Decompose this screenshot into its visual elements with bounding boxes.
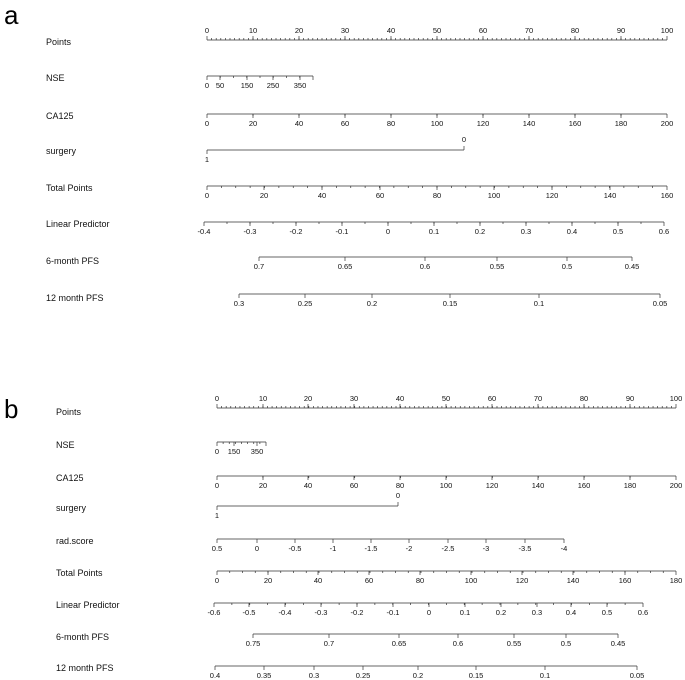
tick-label: 100 bbox=[464, 576, 478, 585]
tick-label: 80 bbox=[570, 26, 580, 35]
tick-label: 0.55 bbox=[506, 639, 522, 648]
row-label: Total Points bbox=[46, 183, 93, 193]
tick-label: 80 bbox=[579, 394, 589, 403]
row-label: 12 month PFS bbox=[56, 663, 114, 673]
tick-label: 0.7 bbox=[253, 262, 265, 271]
panel-letter: a bbox=[4, 0, 19, 30]
row-surgery bbox=[46, 135, 466, 164]
tick-label: -0.4 bbox=[278, 608, 292, 617]
tick-label: 0.2 bbox=[495, 608, 507, 617]
tick-label: 0.15 bbox=[442, 299, 458, 308]
tick-label: 0.7 bbox=[323, 639, 335, 648]
tick-label: 160 bbox=[660, 191, 674, 200]
tick-label: 0.2 bbox=[474, 227, 486, 236]
tick-label: 80 bbox=[395, 481, 405, 490]
tick-label: 20 bbox=[303, 394, 313, 403]
tick-label: 30 bbox=[340, 26, 350, 35]
tick-label: 30 bbox=[349, 394, 359, 403]
row-points bbox=[46, 26, 673, 47]
tick-label: 60 bbox=[487, 394, 497, 403]
row-label: surgery bbox=[56, 503, 87, 513]
tick-label: 0.75 bbox=[245, 639, 261, 648]
tick-label: 20 bbox=[258, 481, 268, 490]
tick-label: 0 bbox=[204, 119, 210, 128]
tick-label: 60 bbox=[478, 26, 488, 35]
tick-label: -1.5 bbox=[364, 544, 378, 553]
tick-label: 0.5 bbox=[612, 227, 624, 236]
tick-label: 0.5 bbox=[560, 639, 572, 648]
tick-label: -0.1 bbox=[335, 227, 349, 236]
tick-label: 250 bbox=[266, 81, 280, 90]
tick-label: 0.4 bbox=[566, 227, 578, 236]
tick-label: 180 bbox=[623, 481, 637, 490]
tick-label: 0 bbox=[385, 227, 391, 236]
tick-label: 20 bbox=[259, 191, 269, 200]
tick-label: -0.1 bbox=[386, 608, 400, 617]
tick-label: -1 bbox=[329, 544, 337, 553]
row-label: 6-month PFS bbox=[46, 256, 100, 266]
tick-label: 0 bbox=[214, 576, 220, 585]
tick-label: 60 bbox=[340, 119, 350, 128]
tick-label: 0.5 bbox=[561, 262, 573, 271]
tick-label: -0.4 bbox=[197, 227, 211, 236]
row-label: Linear Predictor bbox=[46, 219, 110, 229]
tick-label: 160 bbox=[568, 119, 582, 128]
tick-label: 0.05 bbox=[652, 299, 668, 308]
tick-label: -0.3 bbox=[314, 608, 328, 617]
tick-label: 0.25 bbox=[297, 299, 313, 308]
row-linear-predictor bbox=[56, 600, 648, 617]
tick-label: 0.55 bbox=[489, 262, 505, 271]
tick-label: 10 bbox=[258, 394, 268, 403]
tick-label: -4 bbox=[560, 544, 568, 553]
tick-label: 100 bbox=[430, 119, 444, 128]
tick-label: 160 bbox=[618, 576, 632, 585]
tick-label: 0.65 bbox=[337, 262, 353, 271]
tick-label: 0 bbox=[204, 81, 210, 90]
tick-label: 150 bbox=[240, 81, 254, 90]
row-6-month-pfs bbox=[46, 256, 639, 271]
tick-label: -3 bbox=[482, 544, 490, 553]
tick-label: 0 bbox=[254, 544, 260, 553]
tick-label: 20 bbox=[248, 119, 258, 128]
tick-label: 0.3 bbox=[520, 227, 532, 236]
tick-label: 20 bbox=[263, 576, 273, 585]
tick-label: 0.4 bbox=[209, 671, 221, 680]
tick-label: 160 bbox=[577, 481, 591, 490]
tick-label: 50 bbox=[441, 394, 451, 403]
tick-label: 140 bbox=[522, 119, 536, 128]
row-12-month-pfs bbox=[46, 293, 667, 308]
tick-label: 180 bbox=[614, 119, 628, 128]
tick-label: 0.6 bbox=[637, 608, 649, 617]
row-label: rad.score bbox=[56, 536, 94, 546]
tick-label: -0.5 bbox=[288, 544, 302, 553]
tick-label: 0 bbox=[204, 191, 210, 200]
row-nse bbox=[46, 73, 313, 90]
tick-label: 0 bbox=[214, 481, 220, 490]
tick-label: 0 bbox=[395, 491, 401, 500]
tick-label: 350 bbox=[250, 447, 264, 456]
row-label: Points bbox=[46, 37, 72, 47]
tick-label: 200 bbox=[669, 481, 683, 490]
tick-label: 350 bbox=[293, 81, 307, 90]
tick-label: -0.2 bbox=[350, 608, 364, 617]
row-points bbox=[56, 394, 682, 417]
row-ca125 bbox=[56, 473, 682, 490]
row-rad-score bbox=[56, 536, 567, 553]
tick-label: 100 bbox=[669, 394, 683, 403]
tick-label: 0 bbox=[214, 394, 220, 403]
tick-label: -2.5 bbox=[441, 544, 455, 553]
tick-label: 80 bbox=[386, 119, 396, 128]
row-label: 12 month PFS bbox=[46, 293, 104, 303]
tick-label: 70 bbox=[533, 394, 543, 403]
tick-label: 0.15 bbox=[468, 671, 484, 680]
tick-label: 0.5 bbox=[601, 608, 613, 617]
tick-label: 50 bbox=[215, 81, 225, 90]
tick-label: 60 bbox=[349, 481, 359, 490]
tick-label: 140 bbox=[603, 191, 617, 200]
tick-label: 1 bbox=[214, 511, 220, 520]
row-total-points bbox=[46, 183, 673, 200]
tick-label: 0 bbox=[426, 608, 432, 617]
row-label: NSE bbox=[46, 73, 65, 83]
tick-label: 200 bbox=[660, 119, 674, 128]
tick-label: 0.45 bbox=[624, 262, 640, 271]
row-label: Linear Predictor bbox=[56, 600, 120, 610]
tick-label: 40 bbox=[294, 119, 304, 128]
row-total-points bbox=[56, 568, 682, 585]
tick-label: 150 bbox=[227, 447, 241, 456]
tick-label: 0 bbox=[461, 135, 467, 144]
tick-label: 0.6 bbox=[452, 639, 464, 648]
tick-label: 120 bbox=[476, 119, 490, 128]
row-linear-predictor bbox=[46, 219, 669, 236]
tick-label: 40 bbox=[317, 191, 327, 200]
tick-label: 60 bbox=[375, 191, 385, 200]
tick-label: 0.1 bbox=[533, 299, 545, 308]
tick-label: 0.65 bbox=[391, 639, 407, 648]
tick-label: 0.05 bbox=[629, 671, 645, 680]
tick-label: -0.5 bbox=[242, 608, 256, 617]
tick-label: 0.3 bbox=[233, 299, 245, 308]
tick-label: -0.6 bbox=[207, 608, 221, 617]
tick-label: 90 bbox=[625, 394, 635, 403]
tick-label: 0.3 bbox=[531, 608, 543, 617]
tick-label: -2 bbox=[405, 544, 413, 553]
tick-label: 140 bbox=[566, 576, 580, 585]
tick-label: -0.3 bbox=[243, 227, 257, 236]
row-label: 6-month PFS bbox=[56, 632, 110, 642]
tick-label: 120 bbox=[485, 481, 499, 490]
tick-label: 0.35 bbox=[256, 671, 272, 680]
panel-letter: b bbox=[4, 394, 19, 424]
row-label: surgery bbox=[46, 146, 77, 156]
tick-label: 0.1 bbox=[428, 227, 440, 236]
tick-label: 20 bbox=[294, 26, 304, 35]
row-label: CA125 bbox=[46, 111, 74, 121]
tick-label: 0.3 bbox=[308, 671, 320, 680]
row-label: Points bbox=[56, 407, 82, 417]
tick-label: 80 bbox=[432, 191, 442, 200]
tick-label: 90 bbox=[616, 26, 626, 35]
tick-label: 120 bbox=[515, 576, 529, 585]
tick-label: 0.6 bbox=[419, 262, 431, 271]
panel-a bbox=[4, 0, 673, 308]
row-nse bbox=[56, 440, 266, 456]
row-label: CA125 bbox=[56, 473, 84, 483]
tick-label: 70 bbox=[524, 26, 534, 35]
tick-label: 120 bbox=[545, 191, 559, 200]
row-label: NSE bbox=[56, 440, 75, 450]
tick-label: -3.5 bbox=[518, 544, 532, 553]
tick-label: 180 bbox=[669, 576, 683, 585]
tick-label: 0.2 bbox=[412, 671, 424, 680]
tick-label: -0.2 bbox=[289, 227, 303, 236]
tick-label: 0.25 bbox=[355, 671, 371, 680]
tick-label: 0.2 bbox=[366, 299, 378, 308]
tick-label: 0.5 bbox=[211, 544, 223, 553]
tick-label: 140 bbox=[531, 481, 545, 490]
panel-b bbox=[4, 394, 682, 680]
tick-label: 0.1 bbox=[459, 608, 471, 617]
tick-label: 60 bbox=[364, 576, 374, 585]
tick-label: 0.45 bbox=[610, 639, 626, 648]
tick-label: 100 bbox=[487, 191, 501, 200]
tick-label: 100 bbox=[660, 26, 674, 35]
row-ca125 bbox=[46, 111, 673, 128]
row-label: Total Points bbox=[56, 568, 103, 578]
row-12-month-pfs bbox=[56, 663, 644, 680]
tick-label: 1 bbox=[204, 155, 210, 164]
tick-label: 80 bbox=[415, 576, 425, 585]
row-surgery bbox=[56, 491, 400, 520]
tick-label: 10 bbox=[248, 26, 258, 35]
tick-label: 0.4 bbox=[565, 608, 577, 617]
tick-label: 0 bbox=[204, 26, 210, 35]
tick-label: 0.1 bbox=[539, 671, 551, 680]
tick-label: 0.6 bbox=[658, 227, 670, 236]
tick-label: 40 bbox=[313, 576, 323, 585]
tick-label: 50 bbox=[432, 26, 442, 35]
tick-label: 40 bbox=[386, 26, 396, 35]
tick-label: 0 bbox=[214, 447, 220, 456]
tick-label: 40 bbox=[303, 481, 313, 490]
tick-label: 40 bbox=[395, 394, 405, 403]
tick-label: 100 bbox=[439, 481, 453, 490]
row-6-month-pfs bbox=[56, 632, 625, 648]
